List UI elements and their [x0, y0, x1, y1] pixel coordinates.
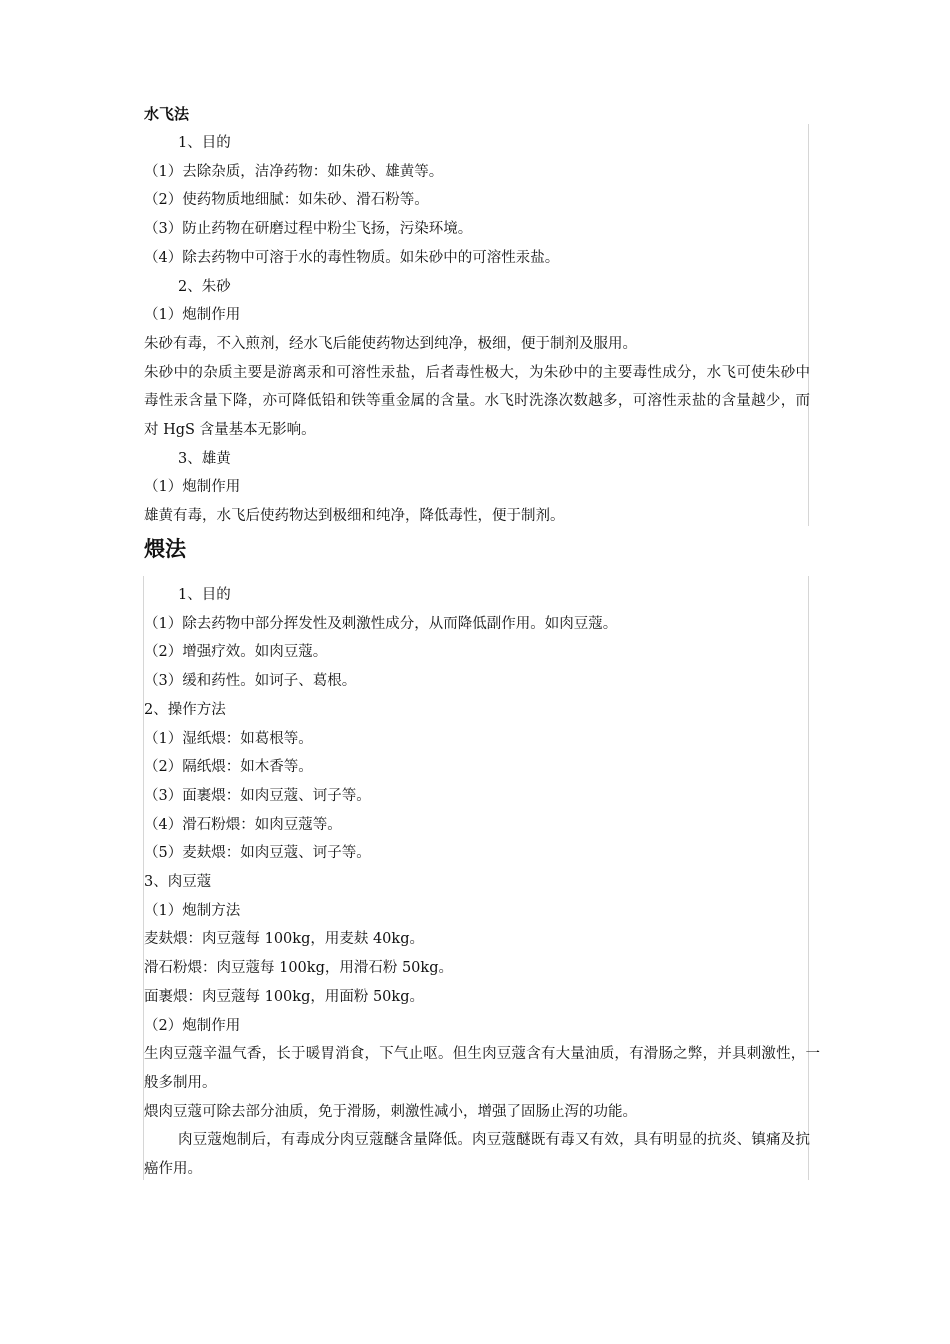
text-line: （1）炮制作用 — [144, 307, 241, 324]
text-line: （1）除去药物中部分挥发性及刺激性成分，从而降低副作用。如肉豆蔻。 — [144, 615, 618, 632]
text-line: （3）面裹煨：如肉豆蔻、诃子等。 — [144, 787, 371, 804]
text-line: 2、操作方法 — [144, 701, 226, 718]
text-line: （1）炮制作用 — [144, 479, 241, 496]
text-line: 滑石粉煨：肉豆蔻每 100kg，用滑石粉 50kg。 — [144, 960, 453, 977]
section-body-weifa — [144, 581, 820, 1184]
text-line: 雄黄有毒，水飞后使药物达到极细和纯净，降低毒性，便于制剂。 — [144, 508, 565, 525]
text-line: （2）增强疗效。如肉豆蔻。 — [144, 644, 328, 661]
text-line: 3、雄黄 — [178, 450, 231, 467]
section-title-weifa: 煨法 — [144, 537, 186, 561]
text-line: （5）麦麸煨：如肉豆蔻、诃子等。 — [144, 845, 371, 862]
text-line: 2、朱砂 — [178, 278, 231, 295]
text-line: （2）炮制作用 — [144, 1017, 241, 1034]
text-line: （1）去除杂质，洁净药物：如朱砂、雄黄等。 — [144, 163, 444, 180]
text-line: 朱砂有毒，不入煎剂，经水飞后能使药物达到纯净，极细，便于制剂及服用。 — [144, 335, 637, 352]
text-line: 麦麸煨：肉豆蔻每 100kg，用麦麸 40kg。 — [144, 931, 424, 948]
section-title-shuifei: 水飞法 — [144, 105, 190, 123]
text-line: （1）炮制方法 — [144, 902, 241, 919]
text-line: 1、目的 — [178, 587, 231, 603]
text-line: 面裹煨：肉豆蔻每 100kg，用面粉 50kg。 — [144, 988, 424, 1005]
text-line: （4）除去药物中可溶于水的毒性物质。如朱砂中的可溶性汞盐。 — [144, 249, 560, 266]
text-line: 生肉豆蔻辛温气香，长于暖胃消食，下气止呕。但生肉豆蔻含有大量油质，有滑肠之弊，并具刺激性，一般多制用。 — [144, 1046, 820, 1091]
text-line: （2）隔纸煨：如木香等。 — [144, 759, 313, 776]
text-line: （4）滑石粉煨：如肉豆蔻等。 — [144, 816, 342, 833]
text-line: （2）使药物质地细腻：如朱砂、滑石粉等。 — [144, 192, 429, 209]
text-line: 3、肉豆蔻 — [144, 874, 212, 891]
text-line: 朱砂中的杂质主要是游离汞和可溶性汞盐，后者毒性极大，为朱砂中的主要毒性成分，水飞可使朱砂中毒性汞含量下降，亦可降低铅和铁等重金属的含量。水飞时洗涤次数越多，可溶性汞盐的含量越少，而对 HgS 含量基本无影响。 — [144, 364, 810, 439]
text-line: （3）缓和药性。如诃子、葛根。 — [144, 673, 357, 690]
text-line: 煨肉豆蔻可除去部分油质，免于滑肠，刺激性减小，增强了固肠止泻的功能。 — [144, 1103, 637, 1120]
text-line: （1）湿纸煨：如葛根等。 — [144, 730, 313, 747]
text-line: 1、目的 — [178, 135, 231, 151]
text-line: 肉豆蔻炮制后，有毒成分肉豆蔻醚含量降低。肉豆蔻醚既有毒又有效，具有明显的抗炎、镇痛及抗癌作用。 — [144, 1132, 810, 1178]
text-line: （3）防止药物在研磨过程中粉尘飞扬，污染环境。 — [144, 221, 473, 238]
section-body-shuifei — [144, 129, 810, 531]
